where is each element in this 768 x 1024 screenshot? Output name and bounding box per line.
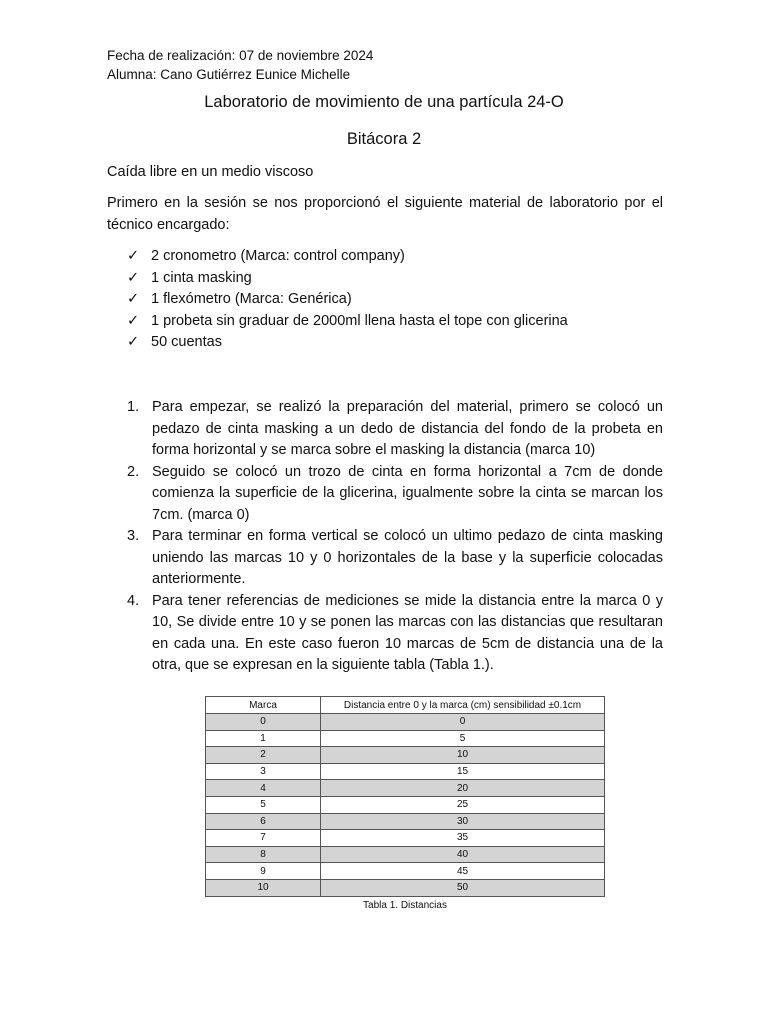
step-number: 1.	[127, 399, 140, 415]
table-header-row	[206, 697, 605, 714]
cell-marca: 6	[206, 813, 321, 830]
materials-list	[127, 246, 568, 354]
cell-marca: 2	[206, 747, 321, 764]
list-item	[127, 332, 568, 354]
table-row	[206, 830, 605, 847]
distances-table	[205, 696, 605, 897]
cell-distancia: 30	[321, 813, 605, 830]
procedure-steps	[127, 397, 663, 677]
cell-distancia: 5	[321, 730, 605, 747]
document-header	[107, 46, 373, 84]
cell-marca: 9	[206, 863, 321, 880]
material-text: 1 cinta masking	[151, 269, 252, 286]
list-item	[127, 268, 568, 290]
cell-distancia: 0	[321, 714, 605, 731]
step-text: Para empezar, se realizó la preparación del material, primero se colocó un pedazo de cinta masking a un dedo de distancia del fondo de la probeta en forma horizontal y se marca sobre el masking la distancia (marca 10)	[152, 399, 663, 458]
list-item	[127, 591, 663, 677]
cell-marca: 4	[206, 780, 321, 797]
cell-marca: 3	[206, 763, 321, 780]
cell-marca: 7	[206, 830, 321, 847]
table-row	[206, 813, 605, 830]
step-number: 3.	[127, 528, 140, 544]
material-text: 2 cronometro (Marca: control company)	[151, 248, 405, 264]
document-subtitle: Bitácora 2	[346, 130, 422, 148]
cell-distancia: 40	[321, 846, 605, 863]
cell-distancia: 50	[321, 879, 605, 896]
list-item	[127, 462, 663, 527]
table-row	[206, 780, 605, 797]
list-item	[127, 526, 663, 591]
section-heading: Caída libre en un medio viscoso	[107, 164, 314, 180]
column-header-distancia: Distancia entre 0 y la marca (cm) sensibilidad ±0.1cm	[321, 697, 605, 714]
cell-distancia: 45	[321, 863, 605, 880]
intro-paragraph: Primero en la sesión se nos proporcionó el siguiente material de laboratorio por el técnico encargado:	[107, 195, 663, 233]
step-number: 4.	[127, 592, 140, 609]
table-row	[206, 796, 605, 813]
cell-distancia: 20	[321, 780, 605, 797]
table-row	[206, 714, 605, 731]
material-text: 1 probeta sin graduar de 2000ml llena hasta el tope con glicerina	[151, 312, 568, 329]
cell-marca: 5	[206, 796, 321, 813]
table-row	[206, 863, 605, 880]
cell-distancia: 15	[321, 763, 605, 780]
table-row	[206, 730, 605, 747]
step-number: 2.	[127, 463, 140, 480]
cell-distancia: 10	[321, 747, 605, 764]
material-text: 50 cuentas	[151, 334, 222, 350]
checkmark-icon: ✓	[127, 312, 140, 329]
date-line: Fecha de realización: 07 de noviembre 2024	[107, 48, 374, 63]
list-item	[127, 246, 568, 268]
list-item	[127, 397, 663, 462]
table-row	[206, 763, 605, 780]
table-caption: Tabla 1. Distancias	[363, 900, 447, 911]
checkmark-icon: ✓	[127, 269, 140, 286]
cell-marca: 10	[206, 879, 321, 896]
document-title: Laboratorio de movimiento de una partícula 24-O	[204, 93, 564, 111]
table-row	[206, 747, 605, 764]
column-header-marca: Marca	[206, 697, 321, 714]
checkmark-icon: ✓	[127, 248, 140, 264]
checkmark-icon: ✓	[127, 334, 140, 350]
step-text: Seguido se colocó un trozo de cinta en forma horizontal a 7cm de donde comienza la superficie de la glicerina, igualmente sobre la cinta se marcan los 7cm. (marca 0)	[152, 463, 663, 523]
cell-marca: 8	[206, 846, 321, 863]
list-item	[127, 311, 568, 333]
cell-marca: 1	[206, 730, 321, 747]
table-row	[206, 846, 605, 863]
list-item	[127, 289, 568, 311]
cell-distancia: 25	[321, 796, 605, 813]
cell-distancia: 35	[321, 830, 605, 847]
student-line: Alumna: Cano Gutiérrez Eunice Michelle	[107, 67, 351, 82]
cell-marca: 0	[206, 714, 321, 731]
material-text: 1 flexómetro (Marca: Genérica)	[151, 291, 352, 307]
step-text: Para terminar en forma vertical se colocó un ultimo pedazo de cinta masking uniendo las marcas 10 y 0 horizontales de la base y la superficie colocadas anteriormente.	[152, 528, 663, 587]
step-text: Para tener referencias de mediciones se mide la distancia entre la marca 0 y 10, Se divide entre 10 y se ponen las marcas con las distancias que resultaran en cada una. En este caso fueron 10 marcas de 5cm de distancia una de la otra, que se expresan en la siguiente tabla (Tabla 1.).	[152, 592, 663, 673]
table-row	[206, 879, 605, 896]
checkmark-icon: ✓	[127, 291, 140, 307]
